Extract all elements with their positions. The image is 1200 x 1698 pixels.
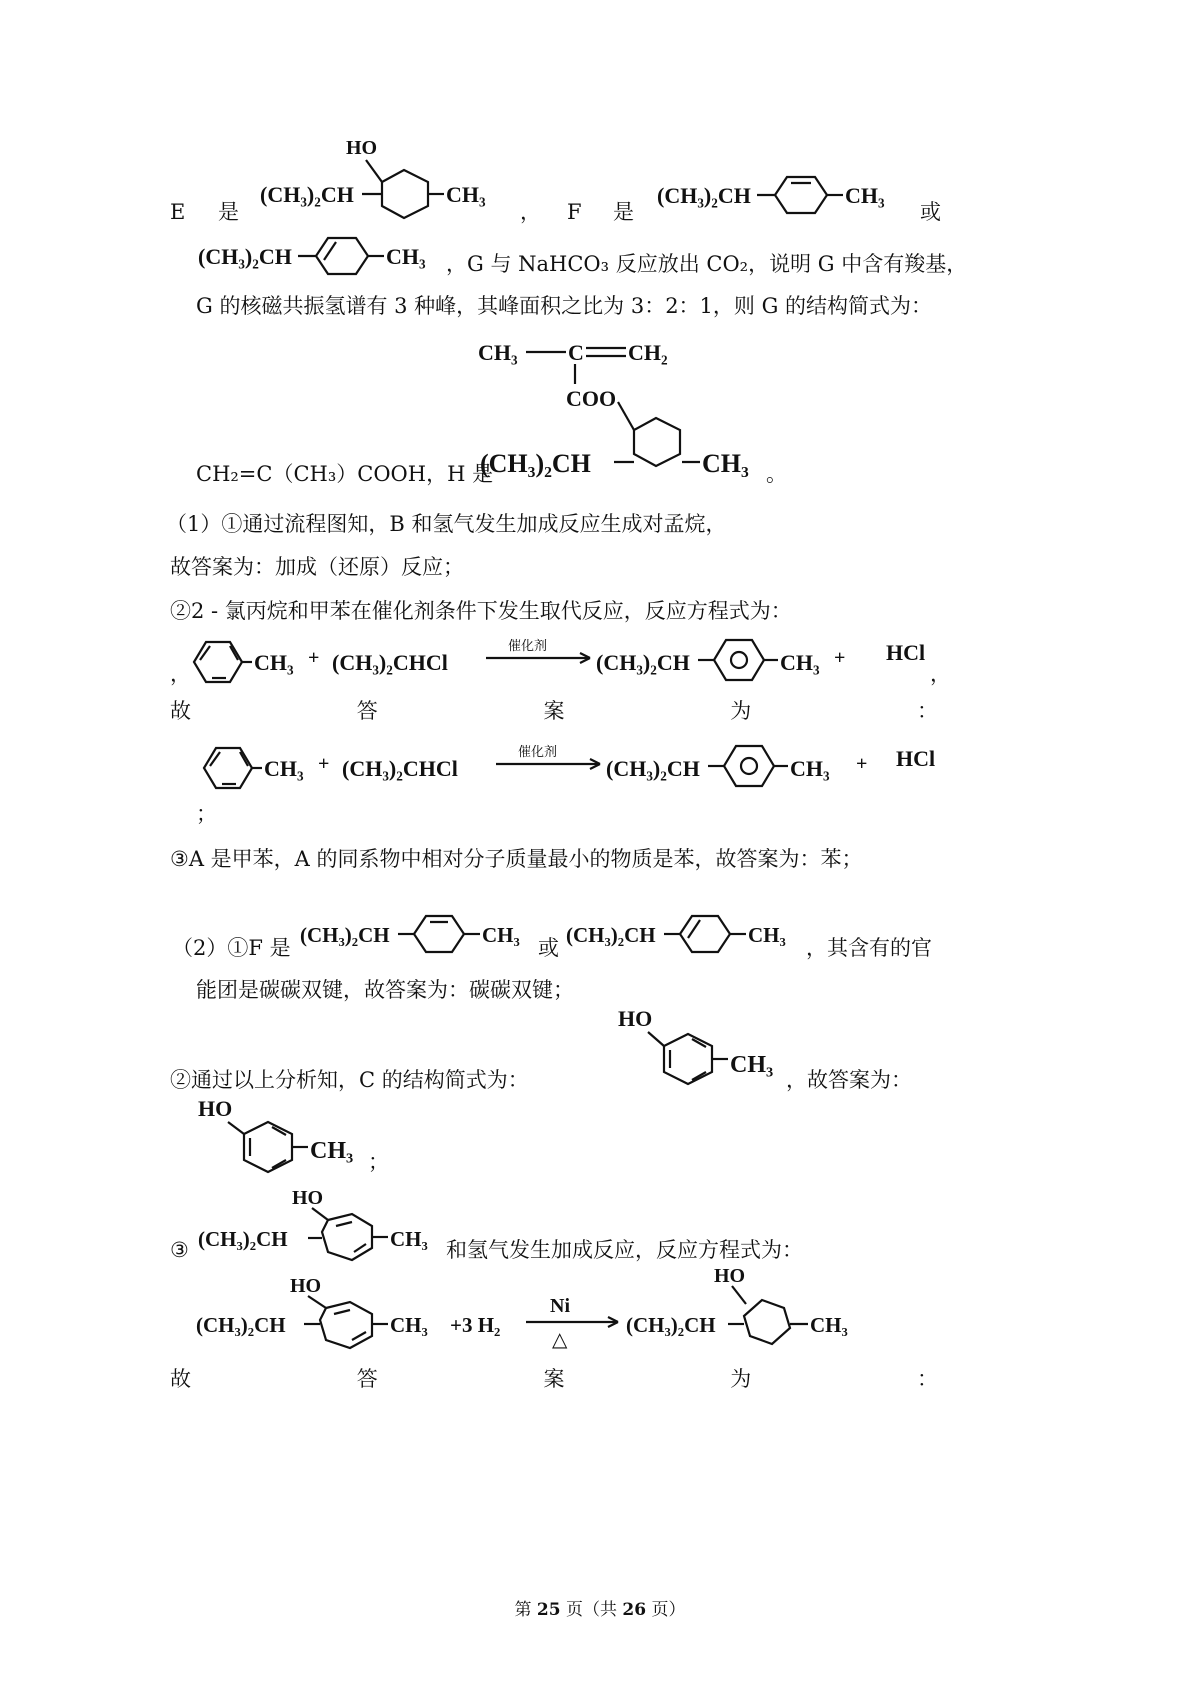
benzene-ring xyxy=(194,642,242,682)
plus-sign: + xyxy=(856,753,868,775)
ho-label: HO xyxy=(618,1006,653,1031)
benzene-ring xyxy=(320,1302,372,1348)
text-comma: ， xyxy=(520,200,541,224)
cyclohexane-ring xyxy=(744,1300,790,1344)
methyl-label: CH₃ xyxy=(310,1138,354,1164)
footer-prefix: 第 xyxy=(514,1600,537,1620)
char-gu: 故 xyxy=(170,699,191,723)
structure-F-isomer-2 xyxy=(196,232,446,286)
isopropyl-label: (CH₃)₂CH xyxy=(657,183,751,208)
equation-friedel-crafts xyxy=(186,630,946,694)
methyl-label: CH₃ xyxy=(730,1052,774,1078)
isopropyl-label: (CH₃)₂CH xyxy=(606,756,700,781)
ch2-label: CH₂ xyxy=(628,340,668,365)
c-label: C xyxy=(568,340,584,365)
footer-suffix: 页） xyxy=(646,1600,686,1620)
text-q1-3: ③A 是甲苯，A 的同系物中相对分子质量最小的物质是苯，故答案为：苯； xyxy=(170,847,863,871)
char-da: 答 xyxy=(356,699,378,723)
isopropyl-label: (CH₃)₂CH xyxy=(566,923,656,947)
catalyst-label: 催化剂 xyxy=(518,744,558,759)
char-gu: 故 xyxy=(170,1367,191,1391)
structure-C-m-cresol xyxy=(616,1002,796,1094)
methyl-label: CH₃ xyxy=(254,650,294,675)
isopropyl-label: (CH₃)₂CH xyxy=(300,923,390,947)
isopropyl-label: (CH₃)₂CH xyxy=(626,1313,716,1337)
text-semicolon: ； xyxy=(196,802,217,826)
char-da: 答 xyxy=(356,1367,378,1391)
char-an: 案 xyxy=(543,699,565,723)
isopropyl-label: (CH₃)₂CH xyxy=(196,1313,286,1337)
text-q2-3-a: ③ xyxy=(170,1238,189,1262)
text-line3: G 的核磁共振氢谱有 3 种峰，其峰面积之比为 3：2：1，则 G 的结构简式为： xyxy=(196,294,933,318)
structure-F-isomer-1-small xyxy=(298,910,538,964)
methyl-label: CH₃ xyxy=(790,756,830,781)
structure-E-menthol xyxy=(258,130,518,230)
methyl-label: CH₃ xyxy=(482,923,520,947)
structure-C-m-cresol-answer xyxy=(196,1092,386,1178)
hcl-label: HCl xyxy=(896,746,936,771)
benzene-ring xyxy=(244,1122,292,1172)
structure-F-isomer-1 xyxy=(655,165,905,221)
page-number: 25 xyxy=(536,1600,561,1620)
reagent-label: (CH₃)₂CHCl xyxy=(342,756,458,781)
text-shi-2: 是 xyxy=(613,200,634,224)
ho-label: HO xyxy=(198,1096,233,1121)
plus-sign: + xyxy=(308,647,320,669)
page-footer xyxy=(0,1595,1200,1620)
methyl-label: CH₃ xyxy=(748,923,786,947)
hcl-label: HCl xyxy=(886,640,926,665)
char-colon: ： xyxy=(917,1367,938,1391)
text-q1-1-answer: 故答案为：加成（还原）反应； xyxy=(170,555,464,579)
ho-label: HO xyxy=(290,1275,322,1297)
ch3-label: CH₃ xyxy=(478,340,518,365)
text-trail-comma: ， xyxy=(930,662,951,686)
text-q2-1-or: 或 xyxy=(538,936,559,960)
text-q2-2-a: ②通过以上分析知，C 的结构简式为： xyxy=(170,1068,529,1092)
text-lead-comma: ， xyxy=(170,662,191,686)
equation-hydrogenation xyxy=(194,1262,934,1358)
char-wei: 为 xyxy=(730,1367,752,1391)
char-colon: ： xyxy=(917,699,938,723)
text-or: 或 xyxy=(920,200,941,224)
equation-friedel-crafts-answer xyxy=(196,736,956,800)
structure-H-substituents xyxy=(478,436,778,492)
isopropyl-label: (CH₃)₂CH xyxy=(596,650,690,675)
reagent-label: (CH₃)₂CHCl xyxy=(332,650,448,675)
h2-label: +3 H₂ xyxy=(450,1313,501,1337)
text-q1-2: ②2 - 氯丙烷和甲苯在催化剂条件下发生取代反应，反应方程式为： xyxy=(170,599,792,623)
text-q2-1-a: （2）①F 是 xyxy=(172,936,291,960)
plus-sign: + xyxy=(318,753,330,775)
footer-mid: 页（共 xyxy=(560,1600,623,1620)
isopropyl-label: (CH₃)₂CH xyxy=(480,449,591,478)
text-q1-1: （1）①通过流程图知，B 和氢气发生加成反应生成对孟烷， xyxy=(166,512,727,536)
spread-answer-line-2 xyxy=(170,1365,938,1393)
char-wei: 为 xyxy=(730,699,752,723)
benzene-ring xyxy=(664,1034,712,1084)
text-q2-1-b: ，其含有的官 xyxy=(806,936,932,960)
page-total: 26 xyxy=(622,1600,647,1620)
heat-label: △ xyxy=(552,1329,568,1351)
methyl-label: CH₃ xyxy=(810,1313,848,1337)
text-period: 。 xyxy=(766,462,787,486)
ho-label: HO xyxy=(714,1265,746,1287)
char-an: 案 xyxy=(543,1367,565,1391)
coo-label: COO xyxy=(566,386,617,411)
text-q2-2-semicolon: ； xyxy=(368,1150,389,1174)
catalyst-label: 催化剂 xyxy=(508,638,548,653)
spread-answer-line xyxy=(170,697,938,725)
text-q2-2-b: ，故答案为： xyxy=(786,1068,912,1092)
structure-thymol xyxy=(196,1182,446,1266)
benzene-ring xyxy=(204,748,252,788)
plus-sign: + xyxy=(834,647,846,669)
isopropyl-label: (CH₃)₂CH xyxy=(198,244,292,269)
methyl-label: CH₃ xyxy=(446,182,486,207)
isopropyl-label: (CH₃)₂CH xyxy=(260,182,354,207)
text-q2-3-b: 和氢气发生加成反应，反应方程式为： xyxy=(446,1238,803,1262)
ho-label: HO xyxy=(292,1187,324,1209)
methyl-label: CH₃ xyxy=(264,756,304,781)
isopropyl-label: (CH₃)₂CH xyxy=(198,1227,288,1251)
methyl-label: CH₃ xyxy=(390,1227,428,1251)
text-q2-1-c: 能团是碳碳双键，故答案为：碳碳双键； xyxy=(196,978,574,1002)
benzene-ring xyxy=(322,1214,372,1260)
ho-label: HO xyxy=(346,137,378,159)
ni-label: Ni xyxy=(550,1295,570,1317)
methyl-label: CH₃ xyxy=(845,183,885,208)
structure-F-isomer-2-small xyxy=(564,910,804,964)
text-E: E xyxy=(170,200,186,224)
methyl-label: CH₃ xyxy=(702,449,749,478)
text-F: F xyxy=(567,200,582,224)
text-line2: ，G 与 NaHCO₃ 反应放出 CO₂，说明 G 中含有羧基， xyxy=(446,252,968,276)
methyl-label: CH₃ xyxy=(386,244,426,269)
methyl-label: CH₃ xyxy=(390,1313,428,1337)
methyl-label: CH₃ xyxy=(780,650,820,675)
text-shi: 是 xyxy=(218,200,239,224)
text-line4: CH₂=C（CH₃）COOH，H 是 xyxy=(196,462,494,486)
